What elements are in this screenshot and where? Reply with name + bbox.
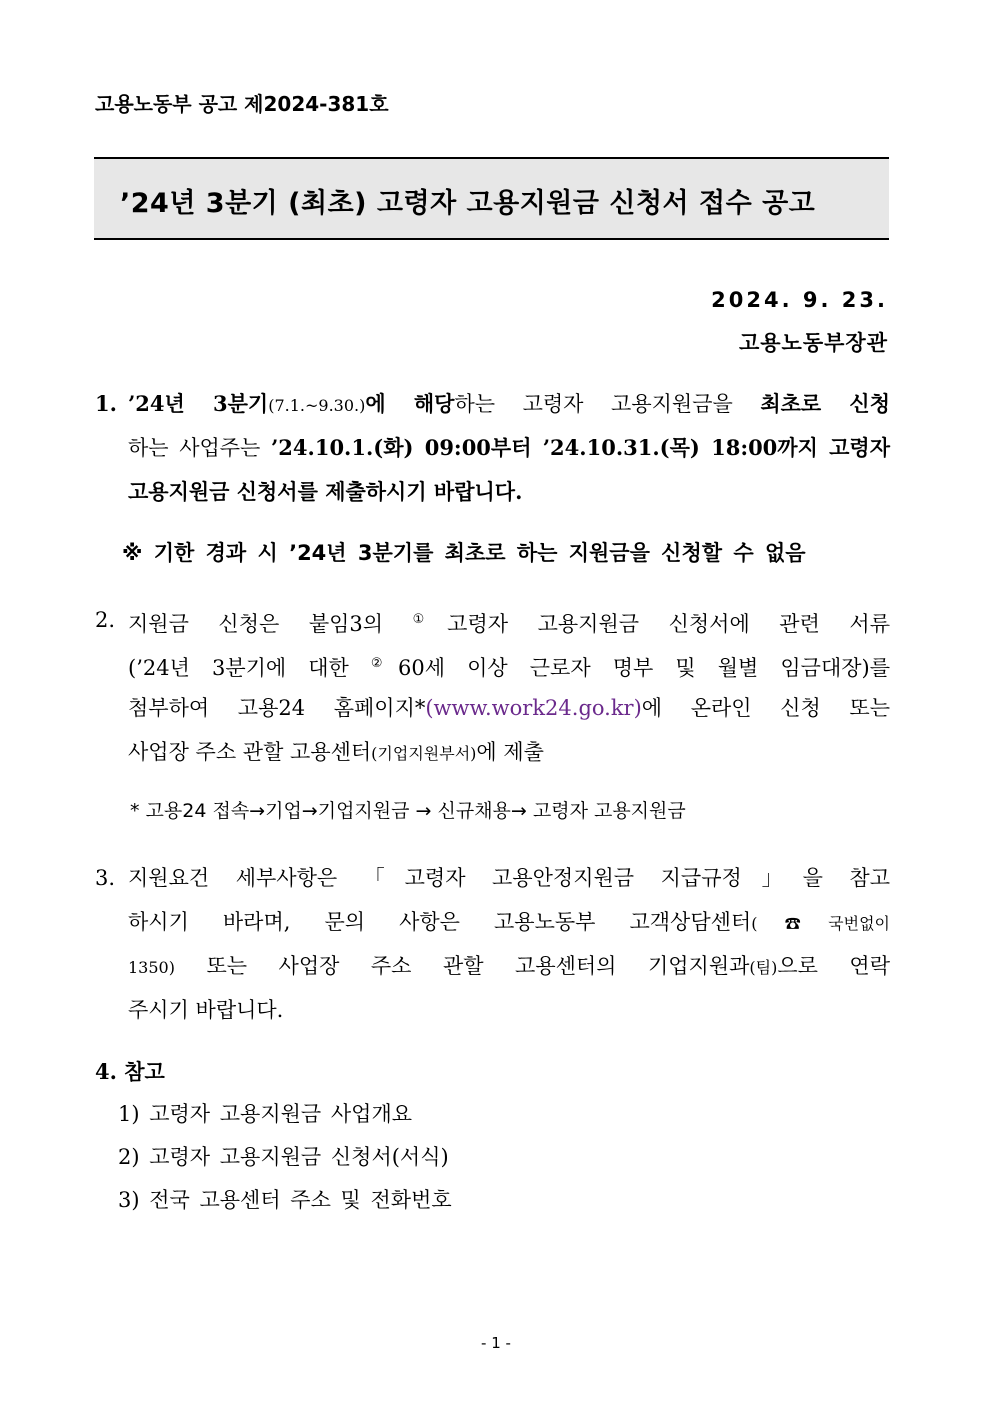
section-1 — [95, 382, 890, 514]
section-3-line-4: 주시기 바랍니다. — [128, 998, 284, 1022]
title-box — [94, 157, 889, 240]
deadline-note: ※ 기한 경과 시 ’24년 3분기를 최초로 하는 지원금을 신청할 수 없음 — [122, 541, 806, 565]
reference-item: 2) 고령자 고용지원금 신청서(서식) — [118, 1145, 449, 1169]
reference-item: 3) 전국 고용센터 주소 및 전화번호 — [118, 1188, 452, 1212]
section-3-line-1: 지원요건 세부사항은 「고령자 고용안정지원금 지급규정」을 참고 — [128, 866, 890, 890]
work24-link[interactable]: (www.work24.go.kr) — [425, 696, 642, 720]
reference-title: 4. 참고 — [95, 1059, 165, 1084]
section-2 — [95, 598, 890, 774]
work24-path-note: * 고용24 접속→기업→기업지원금 → 신규채용→ 고령자 고용지원금 — [130, 800, 686, 822]
section-3-line-3: 1350) 또는 사업장 주소 관할 고용센터의 기업지원과(팀)으로 연락 — [128, 954, 891, 978]
section-2-number: 2. — [95, 608, 116, 632]
section-1-line-2: 하는 사업주는 ’24.10.1.(화) 09:00부터 ’24.10.31.(목) 18:00까지 고령자 — [128, 435, 890, 460]
section-3 — [95, 856, 890, 1032]
section-2-line-2: (’24년 3분기에 대한 ②60세 이상 근로자 명부 및 월별 임금대장)를 — [128, 656, 890, 680]
notice-number: 고용노동부 공고 제2024-381호 — [95, 92, 389, 116]
document-title: ’24년 3분기 (최초) 고령자 고용지원금 신청서 접수 공고 — [120, 188, 816, 219]
section-2-line-3: 첨부하여 고용24 홈페이지*(www.work24.go.kr)에 온라인 신청 또는 — [128, 696, 890, 720]
circled-one-mark: ① — [412, 612, 448, 627]
section-3-number: 3. — [95, 866, 116, 890]
section-1-line-3: 고용지원금 신청서를 제출하시기 바랍니다. — [128, 479, 523, 504]
issuer: 고용노동부장관 — [738, 331, 888, 355]
reference-item: 1) 고령자 고용지원금 사업개요 — [118, 1102, 413, 1126]
section-1-line-1: ’24년 3분기(7.1.~9.30.)에 해당하는 고령자 고용지원금을 최초로 신청 — [128, 391, 890, 416]
notice-date: 2024. 9. 23. — [711, 288, 888, 312]
section-2-line-1: 지원금 신청은 붙임3의 ①고령자 고용지원금 신청서에 관련 서류 — [128, 612, 890, 636]
section-1-number: 1. — [95, 391, 117, 416]
circled-two-mark: ② — [370, 656, 398, 671]
page-number: - 1 - — [481, 1334, 511, 1352]
section-3-line-2: 하시기 바라며, 문의 사항은 고용노동부 고객상담센터(☎국번없이 — [128, 910, 890, 934]
section-2-line-4: 사업장 주소 관할 고용센터(기업지원부서)에 제출 — [128, 740, 544, 764]
